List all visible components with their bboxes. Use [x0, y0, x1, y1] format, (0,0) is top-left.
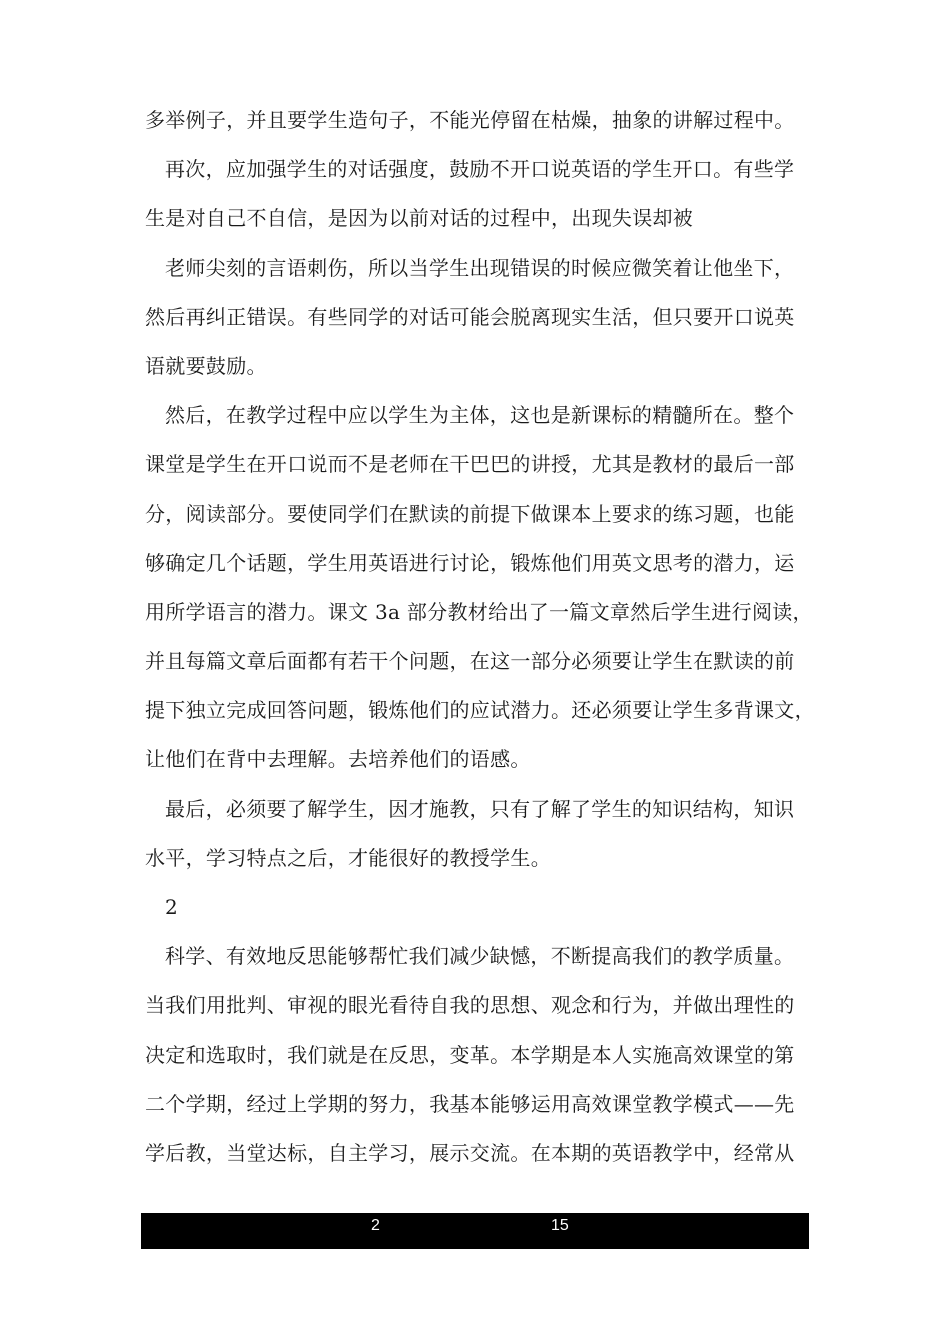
text-line: 生是对自己不自信，是因为以前对话的过程中，出现失误却被 — [145, 206, 694, 231]
page-footer — [141, 1213, 809, 1249]
text-line: 然后，在教学过程中应以学生为主体，这也是新课标的精髓所在。整个 — [165, 403, 795, 428]
text-line: 课堂是学生在开口说而不是老师在干巴巴的讲授，尤其是教材的最后一部 — [145, 452, 795, 477]
text-line: 最后，必须要了解学生，因才施教，只有了解了学生的知识结构，知识 — [165, 796, 795, 821]
current-page-number: 2 — [371, 1217, 380, 1234]
text-line: 二个学期，经过上学期的努力，我基本能够运用高效课堂教学模式——先 — [145, 1091, 795, 1116]
text-line: 够确定几个话题，学生用英语进行讨论，锻炼他们用英文思考的潜力，运 — [145, 550, 795, 575]
text-line: 当我们用批判、审视的眼光看待自我的思想、观念和行为，并做出理性的 — [145, 993, 795, 1018]
text-line: 2 — [165, 895, 179, 919]
text-line: 再次，应加强学生的对话强度，鼓励不开口说英语的学生开口。有些学 — [165, 157, 795, 182]
text-line: 学后教，当堂达标，自主学习，展示交流。在本期的英语教学中，经常从 — [145, 1140, 795, 1165]
document-body — [145, 96, 813, 1178]
text-line: 决定和选取时，我们就是在反思，变革。本学期是本人实施高效课堂的第 — [145, 1042, 795, 1067]
text-line: 水平，学习特点之后，才能很好的教授学生。 — [145, 845, 551, 870]
total-page-count: 15 — [551, 1217, 569, 1234]
text-line: 让他们在背中去理解。去培养他们的语感。 — [145, 747, 531, 772]
text-line: 提下独立完成回答问题，锻炼他们的应试潜力。还必须要让学生多背课文， — [145, 698, 815, 723]
text-line: 并且每篇文章后面都有若干个问题，在这一部分必须要让学生在默读的前 — [145, 649, 795, 674]
text-line: 多举例子，并且要学生造句子，不能光停留在枯燥，抽象的讲解过程中。 — [145, 108, 795, 132]
text-line: 语就要鼓励。 — [145, 353, 267, 378]
text-line: 然后再纠正错误。有些同学的对话可能会脱离现实生活，但只要开口说英 — [145, 304, 795, 329]
text-line: 用所学语言的潜力。课文 3a 部分教材给出了一篇文章然后学生进行阅读， — [145, 599, 813, 624]
text-line: 科学、有效地反思能够帮忙我们减少缺憾，不断提高我们的教学质量。 — [165, 944, 795, 969]
text-line: 老师尖刻的言语刺伤，所以当学生出现错误的时候应微笑着让他坐下， — [165, 255, 795, 280]
text-line: 分，阅读部分。要使同学们在默读的前提下做课本上要求的练习题，也能 — [145, 501, 795, 526]
